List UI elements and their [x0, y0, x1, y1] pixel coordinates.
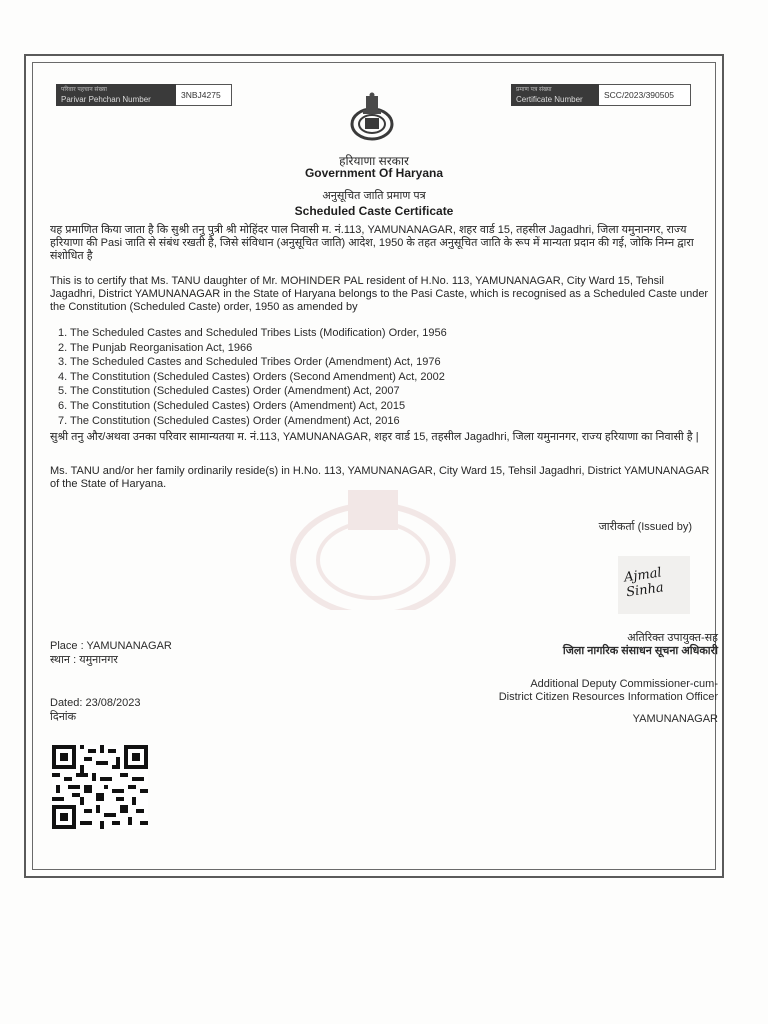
order-item: 2. The Punjab Reorganisation Act, 1966 — [58, 341, 253, 354]
parivar-label-english: Parivar Pehchan Number — [61, 95, 151, 104]
certificate-title-english: Scheduled Caste Certificate — [294, 204, 454, 218]
date-hindi: दिनांक — [50, 711, 77, 723]
government-title-english: Government Of Haryana — [304, 166, 444, 180]
parivar-label-hindi: परिवार पहचान संख्या — [61, 87, 107, 93]
parivar-pehchan-field — [56, 84, 232, 106]
residence-paragraph-english: Ms. TANU and/or her family ordinarily reside(s) in H.No. 113, YAMUNANAGAR, City Ward 15, Tehsil Jagadhri, District YAMUNANAGAR of the State of Haryana. — [50, 465, 710, 490]
place-hindi: स्थान : यमुनानगर — [50, 654, 118, 666]
residence-paragraph-hindi: सुश्री तनु और/अथवा उनका परिवार सामान्यतया म. नं.113, YAMUNANAGAR, शहर वार्ड 15, तहसील Jagadhri, जिला यमुनानगर, राज्य हरियाणा का निवासी है | — [50, 431, 699, 443]
parivar-pehchan-label — [56, 84, 176, 106]
certificate-label-hindi: प्रमाण पत्र संख्या — [516, 87, 552, 93]
order-item: 5. The Constitution (Scheduled Castes) Order (Amendment) Act, 2007 — [58, 385, 400, 398]
order-item: 4. The Constitution (Scheduled Castes) Orders (Second Amendment) Act, 2002 — [58, 370, 445, 383]
certificate-number-label — [511, 84, 599, 106]
signature — [618, 556, 690, 614]
designation-english-line-2: District Citizen Resources Information Officer — [498, 691, 718, 703]
issued-by-label: जारीकर्ता (Issued by) — [598, 521, 692, 533]
qr-code — [52, 745, 148, 829]
certificate-title-hindi: अनुसूचित जाति प्रमाण पत्र — [322, 190, 426, 202]
signature-text: Ajmal Sinha — [623, 565, 665, 601]
date-english: Dated: 23/08/2023 — [50, 697, 141, 709]
office-city: YAMUNANAGAR — [632, 713, 718, 725]
haryana-emblem-icon — [349, 92, 395, 142]
certificate-number-field — [511, 84, 691, 106]
designation-hindi-line-1: अतिरिक्त उपायुक्त-सह — [627, 632, 718, 644]
certificate-number-value: SCC/2023/390505 — [599, 84, 691, 106]
order-item: 1. The Scheduled Castes and Scheduled Tribes Lists (Modification) Order, 1956 — [58, 327, 447, 339]
order-item: 3. The Scheduled Castes and Scheduled Tribes Order (Amendment) Act, 1976 — [58, 356, 441, 369]
certificate-label-english: Certificate Number — [516, 95, 583, 104]
watermark-emblem — [268, 480, 478, 610]
designation-hindi-line-2: जिला नागरिक संसाधन सूचना अधिकारी — [562, 645, 718, 657]
certification-paragraph-english: This is to certify that Ms. TANU daughter of Mr. MOHINDER PAL resident of H.No. 113, YAMUNANAGAR, City Ward 15, Tehsil Jagadhri, District YAMUNANAGAR in the State of Haryana belongs to the Pasi Caste, which is recognised as a Scheduled Caste under the Constitution (Scheduled Caste) order, 1950 as amended by — [50, 275, 709, 313]
place-english: Place : YAMUNANAGAR — [50, 640, 172, 652]
certification-paragraph-hindi: यह प्रमाणित किया जाता है कि सुश्री तनु पुत्री श्री मोहिंदर पाल निवासी म. नं.113, YAMUNANAGAR, शहर वार्ड 15, तहसील Jagadhri, जिला यमुनानगर, राज्य हरियाणा की Pasi जाति से संबंध रखती है, जिसे संविधान (अनुसूचित जाति) आदेश, 1950 के तहत अनुसूचित जाति के रूप में मान्यता प्रदान की गई, जोकि निम्न द्वारा संशोधित है — [50, 224, 694, 262]
amendment-orders-list — [58, 326, 698, 428]
government-title-hindi: हरियाणा सरकार — [339, 154, 409, 168]
order-item: 6. The Constitution (Scheduled Castes) Orders (Amendment) Act, 2015 — [58, 399, 406, 412]
parivar-pehchan-value: 3NBJ4275 — [176, 84, 232, 106]
order-item: 7. The Constitution (Scheduled Castes) Order (Amendment) Act, 2016 — [58, 414, 400, 427]
designation-english-line-1: Additional Deputy Commissioner-cum- — [530, 678, 718, 690]
